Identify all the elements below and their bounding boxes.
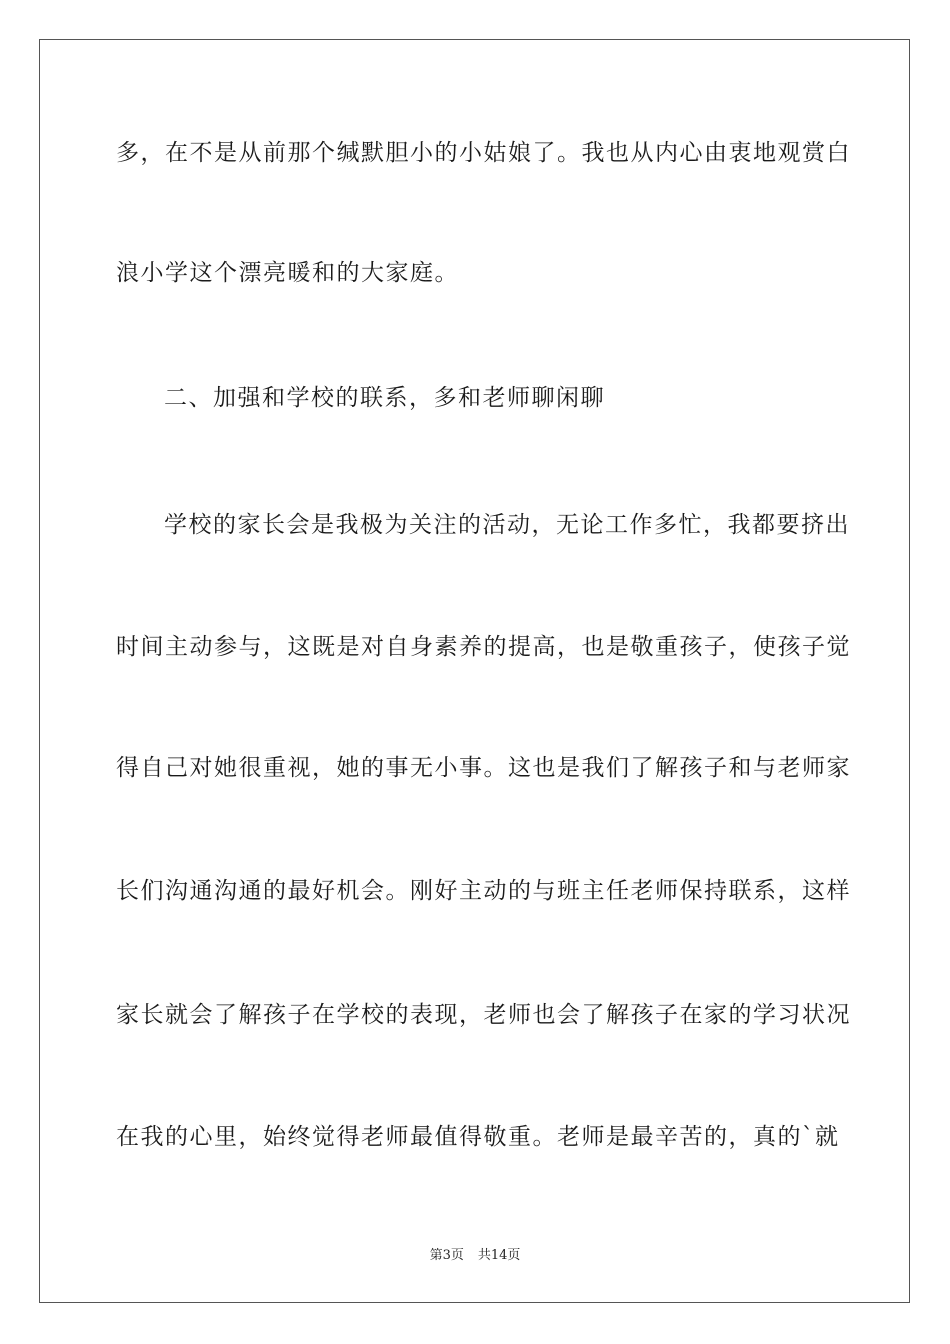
paragraph-line: 长们沟通沟通的最好机会。刚好主动的与班主任老师保持联系，这样 xyxy=(116,878,851,904)
page-border xyxy=(39,39,910,1303)
total-pages: 共14页 xyxy=(477,1248,521,1263)
section-heading: 二、加强和学校的联系，多和老师聊闲聊 xyxy=(164,385,605,411)
page-number: 第3页 xyxy=(429,1248,464,1263)
paragraph-line: 在我的心里，始终觉得老师最值得敬重。老师是最辛苦的，真的`就 xyxy=(116,1124,840,1150)
paragraph-line: 时间主动参与，这既是对自身素养的提高，也是敬重孩子，使孩子觉 xyxy=(116,634,851,660)
paragraph-line: 多，在不是从前那个缄默胆小的小姑娘了。我也从内心由衷地观赏白 xyxy=(116,140,851,166)
paragraph-line: 浪小学这个漂亮暖和的大家庭。 xyxy=(116,260,459,286)
page-footer xyxy=(0,1247,950,1265)
paragraph-line: 学校的家长会是我极为关注的活动，无论工作多忙，我都要挤出 xyxy=(164,512,850,538)
paragraph-line: 家长就会了解孩子在学校的表现，老师也会了解孩子在家的学习状况 xyxy=(116,1002,851,1028)
paragraph-line: 得自己对她很重视，她的事无小事。这也是我们了解孩子和与老师家 xyxy=(116,755,851,781)
